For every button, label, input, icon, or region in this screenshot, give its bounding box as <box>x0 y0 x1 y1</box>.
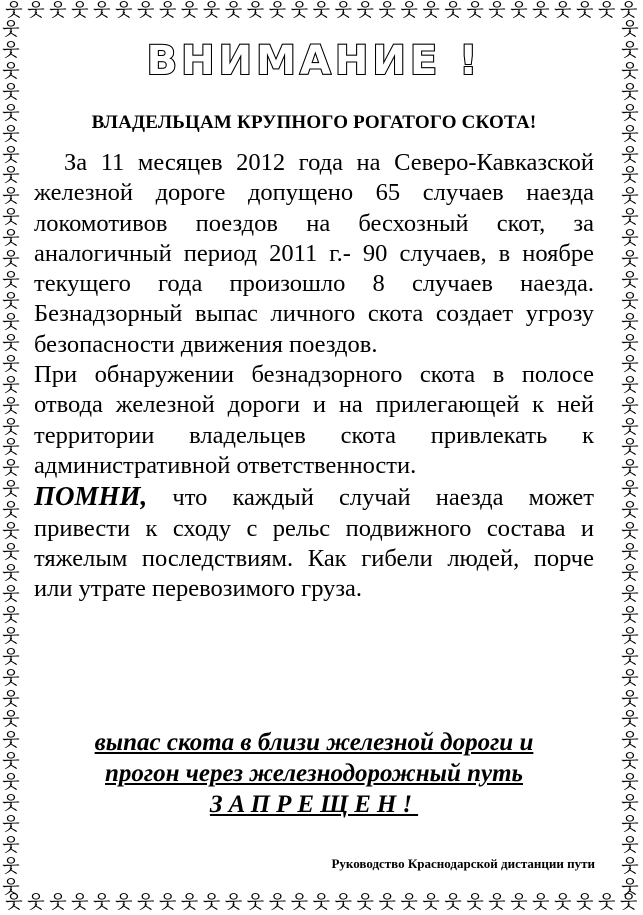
person-figure-icon: 웃 <box>621 165 639 187</box>
person-figure-icon: 웃 <box>115 0 133 21</box>
person-figure-icon: 웃 <box>621 60 639 82</box>
person-figure-icon: 웃 <box>2 207 20 229</box>
person-figure-icon: 웃 <box>554 892 572 913</box>
person-figure-icon: 웃 <box>312 0 331 21</box>
paragraph-2: При обнаружении безнадзорного скота в полосе отвода железной дороги и на прилегающей к ней территории владельцев скота привлекать к административной ответственности. <box>34 361 594 479</box>
person-figure-icon: 웃 <box>621 583 639 605</box>
person-figure-icon: 웃 <box>621 772 639 794</box>
person-figure-icon: 웃 <box>621 207 639 229</box>
person-figure-icon: 웃 <box>466 892 484 913</box>
warning-line-3: ЗАПРЕЩЕН! <box>209 791 419 818</box>
person-figure-icon: 웃 <box>268 0 287 21</box>
subtitle: ВЛАДЕЛЬЦАМ КРУПНОГО РОГАТОГО СКОТА! <box>91 112 537 133</box>
border-top <box>0 0 643 22</box>
person-figure-icon: 웃 <box>2 395 20 417</box>
person-figure-icon: 웃 <box>621 228 639 250</box>
person-figure-icon: 웃 <box>400 892 418 913</box>
person-figure-icon: 웃 <box>2 772 20 794</box>
person-figure-icon: 웃 <box>621 311 639 333</box>
person-figure-icon: 웃 <box>2 437 20 459</box>
person-figure-icon: 웃 <box>27 892 45 913</box>
notice-content <box>34 40 594 604</box>
person-figure-icon: 웃 <box>27 0 45 21</box>
person-figure-icon: 웃 <box>621 646 639 668</box>
person-figure-icon: 웃 <box>334 0 352 21</box>
person-figure-icon: 웃 <box>268 892 287 913</box>
person-figure-icon: 웃 <box>598 0 616 21</box>
body-text <box>34 148 594 604</box>
person-figure-icon: 웃 <box>621 102 639 124</box>
person-figure-icon: 웃 <box>621 688 639 710</box>
person-figure-icon: 웃 <box>356 0 374 21</box>
person-figure-icon: 웃 <box>2 751 20 773</box>
person-figure-icon: 웃 <box>2 290 20 312</box>
person-figure-icon: 웃 <box>224 0 243 21</box>
person-figure-icon: 웃 <box>621 290 639 312</box>
person-figure-icon: 웃 <box>621 332 639 354</box>
signature: Руководство Краснодарской дистанции пути <box>331 856 595 871</box>
person-figure-icon: 웃 <box>621 562 639 584</box>
warning-line-1: выпас скота в близи железной дороги и <box>94 729 534 756</box>
person-figure-icon: 웃 <box>621 625 639 647</box>
person-figure-icon: 웃 <box>2 562 20 584</box>
person-figure-icon: 웃 <box>2 416 20 438</box>
person-figure-icon: 웃 <box>621 249 639 271</box>
person-figure-icon: 웃 <box>422 0 440 21</box>
person-figure-icon: 웃 <box>2 60 20 82</box>
person-figure-icon: 웃 <box>2 249 20 271</box>
person-figure-icon: 웃 <box>621 19 639 40</box>
person-figure-icon: 웃 <box>2 19 20 40</box>
person-figure-icon: 웃 <box>2 667 20 689</box>
person-figure-icon: 웃 <box>2 144 20 166</box>
person-figure-icon: 웃 <box>621 395 639 417</box>
person-figure-icon: 웃 <box>422 892 440 913</box>
person-figure-icon: 웃 <box>378 0 396 21</box>
pomni-word: ПОМНИ, <box>34 481 148 512</box>
person-figure-icon: 웃 <box>378 892 396 913</box>
person-figure-icon: 웃 <box>510 892 528 913</box>
person-figure-icon: 웃 <box>621 793 639 815</box>
border-left <box>0 20 22 898</box>
person-figure-icon: 웃 <box>180 892 199 913</box>
person-figure-icon: 웃 <box>71 892 89 913</box>
person-figure-icon: 웃 <box>621 416 639 438</box>
person-figure-icon: 웃 <box>158 0 177 21</box>
person-figure-icon: 웃 <box>510 0 528 21</box>
paragraph-1: За 11 месяцев 2012 года на Северо-Кавказской железной дороге допущено 65 случаев наезда локомотивов поездов на бесхозный скот, за аналогичный период 2011 г.- 90 случаев, в ноябре текущего года произошло 8 случаев наезда. Безнадзорный выпас личного скота создает угрозу безопасности движения поездов. <box>34 149 594 358</box>
person-figure-icon: 웃 <box>93 892 111 913</box>
person-figure-icon: 웃 <box>621 521 639 543</box>
person-figure-icon: 웃 <box>621 604 639 626</box>
person-figure-icon: 웃 <box>621 814 639 836</box>
paragraph-3-text: что каждый случай наезда может привести к сходу с рельс подвижного состава и тяжелым последствиям. Как гибели людей, порче или утрате перевозимого груза. <box>34 484 594 603</box>
person-figure-icon: 웃 <box>444 892 462 913</box>
person-figure-icon: 웃 <box>5 0 23 21</box>
person-figure-icon: 웃 <box>334 892 352 913</box>
person-figure-icon: 웃 <box>2 730 20 752</box>
person-figure-icon: 웃 <box>2 604 20 626</box>
person-figure-icon: 웃 <box>2 311 20 333</box>
person-figure-icon: 웃 <box>224 892 243 913</box>
person-figure-icon: 웃 <box>49 892 67 913</box>
person-figure-icon: 웃 <box>621 500 639 522</box>
title-banner <box>94 40 534 82</box>
person-figure-icon: 웃 <box>2 123 20 145</box>
person-figure-icon: 웃 <box>619 892 638 913</box>
person-figure-icon: 웃 <box>246 0 265 21</box>
person-figure-icon: 웃 <box>2 709 20 731</box>
person-figure-icon: 웃 <box>532 892 550 913</box>
person-figure-icon: 웃 <box>2 165 20 187</box>
person-figure-icon: 웃 <box>2 479 20 501</box>
person-figure-icon: 웃 <box>621 667 639 689</box>
person-figure-icon: 웃 <box>621 270 639 292</box>
warning-line-2: прогон через железнодорожный путь <box>105 760 523 787</box>
person-figure-icon: 웃 <box>246 892 265 913</box>
person-figure-icon: 웃 <box>444 0 462 21</box>
person-figure-icon: 웃 <box>2 186 20 208</box>
person-figure-icon: 웃 <box>400 0 418 21</box>
person-figure-icon: 웃 <box>2 814 20 836</box>
person-figure-icon: 웃 <box>2 102 20 124</box>
person-figure-icon: 웃 <box>621 751 639 773</box>
person-figure-icon: 웃 <box>290 0 309 21</box>
person-figure-icon: 웃 <box>621 144 639 166</box>
person-figure-icon: 웃 <box>621 542 639 564</box>
page-title: ВНИМАНИЕ ! <box>137 40 492 82</box>
person-figure-icon: 웃 <box>2 793 20 815</box>
person-figure-icon: 웃 <box>93 0 111 21</box>
person-figure-icon: 웃 <box>576 892 594 913</box>
person-figure-icon: 웃 <box>621 876 639 898</box>
person-figure-icon: 웃 <box>621 123 639 145</box>
person-figure-icon: 웃 <box>621 39 639 61</box>
border-right <box>619 20 641 898</box>
person-figure-icon: 웃 <box>2 625 20 647</box>
border-bottom <box>0 892 643 914</box>
person-figure-icon: 웃 <box>2 876 20 898</box>
person-figure-icon: 웃 <box>619 0 638 21</box>
person-figure-icon: 웃 <box>202 892 221 913</box>
person-figure-icon: 웃 <box>137 0 155 21</box>
person-figure-icon: 웃 <box>5 892 23 913</box>
person-figure-icon: 웃 <box>2 270 20 292</box>
person-figure-icon: 웃 <box>2 374 20 396</box>
person-figure-icon: 웃 <box>621 186 639 208</box>
warning-block <box>34 727 594 820</box>
person-figure-icon: 웃 <box>621 437 639 459</box>
person-figure-icon: 웃 <box>621 374 639 396</box>
person-figure-icon: 웃 <box>2 583 20 605</box>
person-figure-icon: 웃 <box>49 0 67 21</box>
person-figure-icon: 웃 <box>621 81 639 103</box>
person-figure-icon: 웃 <box>356 892 374 913</box>
person-figure-icon: 웃 <box>2 500 20 522</box>
person-figure-icon: 웃 <box>71 0 89 21</box>
person-figure-icon: 웃 <box>621 730 639 752</box>
person-figure-icon: 웃 <box>2 458 20 480</box>
person-figure-icon: 웃 <box>115 892 133 913</box>
person-figure-icon: 웃 <box>488 892 506 913</box>
person-figure-icon: 웃 <box>180 0 199 21</box>
person-figure-icon: 웃 <box>2 39 20 61</box>
person-figure-icon: 웃 <box>2 646 20 668</box>
person-figure-icon: 웃 <box>2 81 20 103</box>
person-figure-icon: 웃 <box>290 892 309 913</box>
paragraph-3 <box>34 481 594 604</box>
person-figure-icon: 웃 <box>621 834 639 856</box>
person-figure-icon: 웃 <box>598 892 616 913</box>
person-figure-icon: 웃 <box>2 521 20 543</box>
person-figure-icon: 웃 <box>532 0 550 21</box>
person-figure-icon: 웃 <box>621 353 639 375</box>
person-figure-icon: 웃 <box>2 332 20 354</box>
person-figure-icon: 웃 <box>466 0 484 21</box>
person-figure-icon: 웃 <box>202 0 221 21</box>
person-figure-icon: 웃 <box>2 855 20 877</box>
person-figure-icon: 웃 <box>312 892 331 913</box>
person-figure-icon: 웃 <box>621 709 639 731</box>
person-figure-icon: 웃 <box>621 479 639 501</box>
person-figure-icon: 웃 <box>137 892 155 913</box>
person-figure-icon: 웃 <box>621 458 639 480</box>
person-figure-icon: 웃 <box>488 0 506 21</box>
person-figure-icon: 웃 <box>2 228 20 250</box>
person-figure-icon: 웃 <box>621 855 639 877</box>
person-figure-icon: 웃 <box>2 542 20 564</box>
person-figure-icon: 웃 <box>576 0 594 21</box>
person-figure-icon: 웃 <box>2 353 20 375</box>
person-figure-icon: 웃 <box>158 892 177 913</box>
person-figure-icon: 웃 <box>554 0 572 21</box>
person-figure-icon: 웃 <box>2 834 20 856</box>
person-figure-icon: 웃 <box>2 688 20 710</box>
